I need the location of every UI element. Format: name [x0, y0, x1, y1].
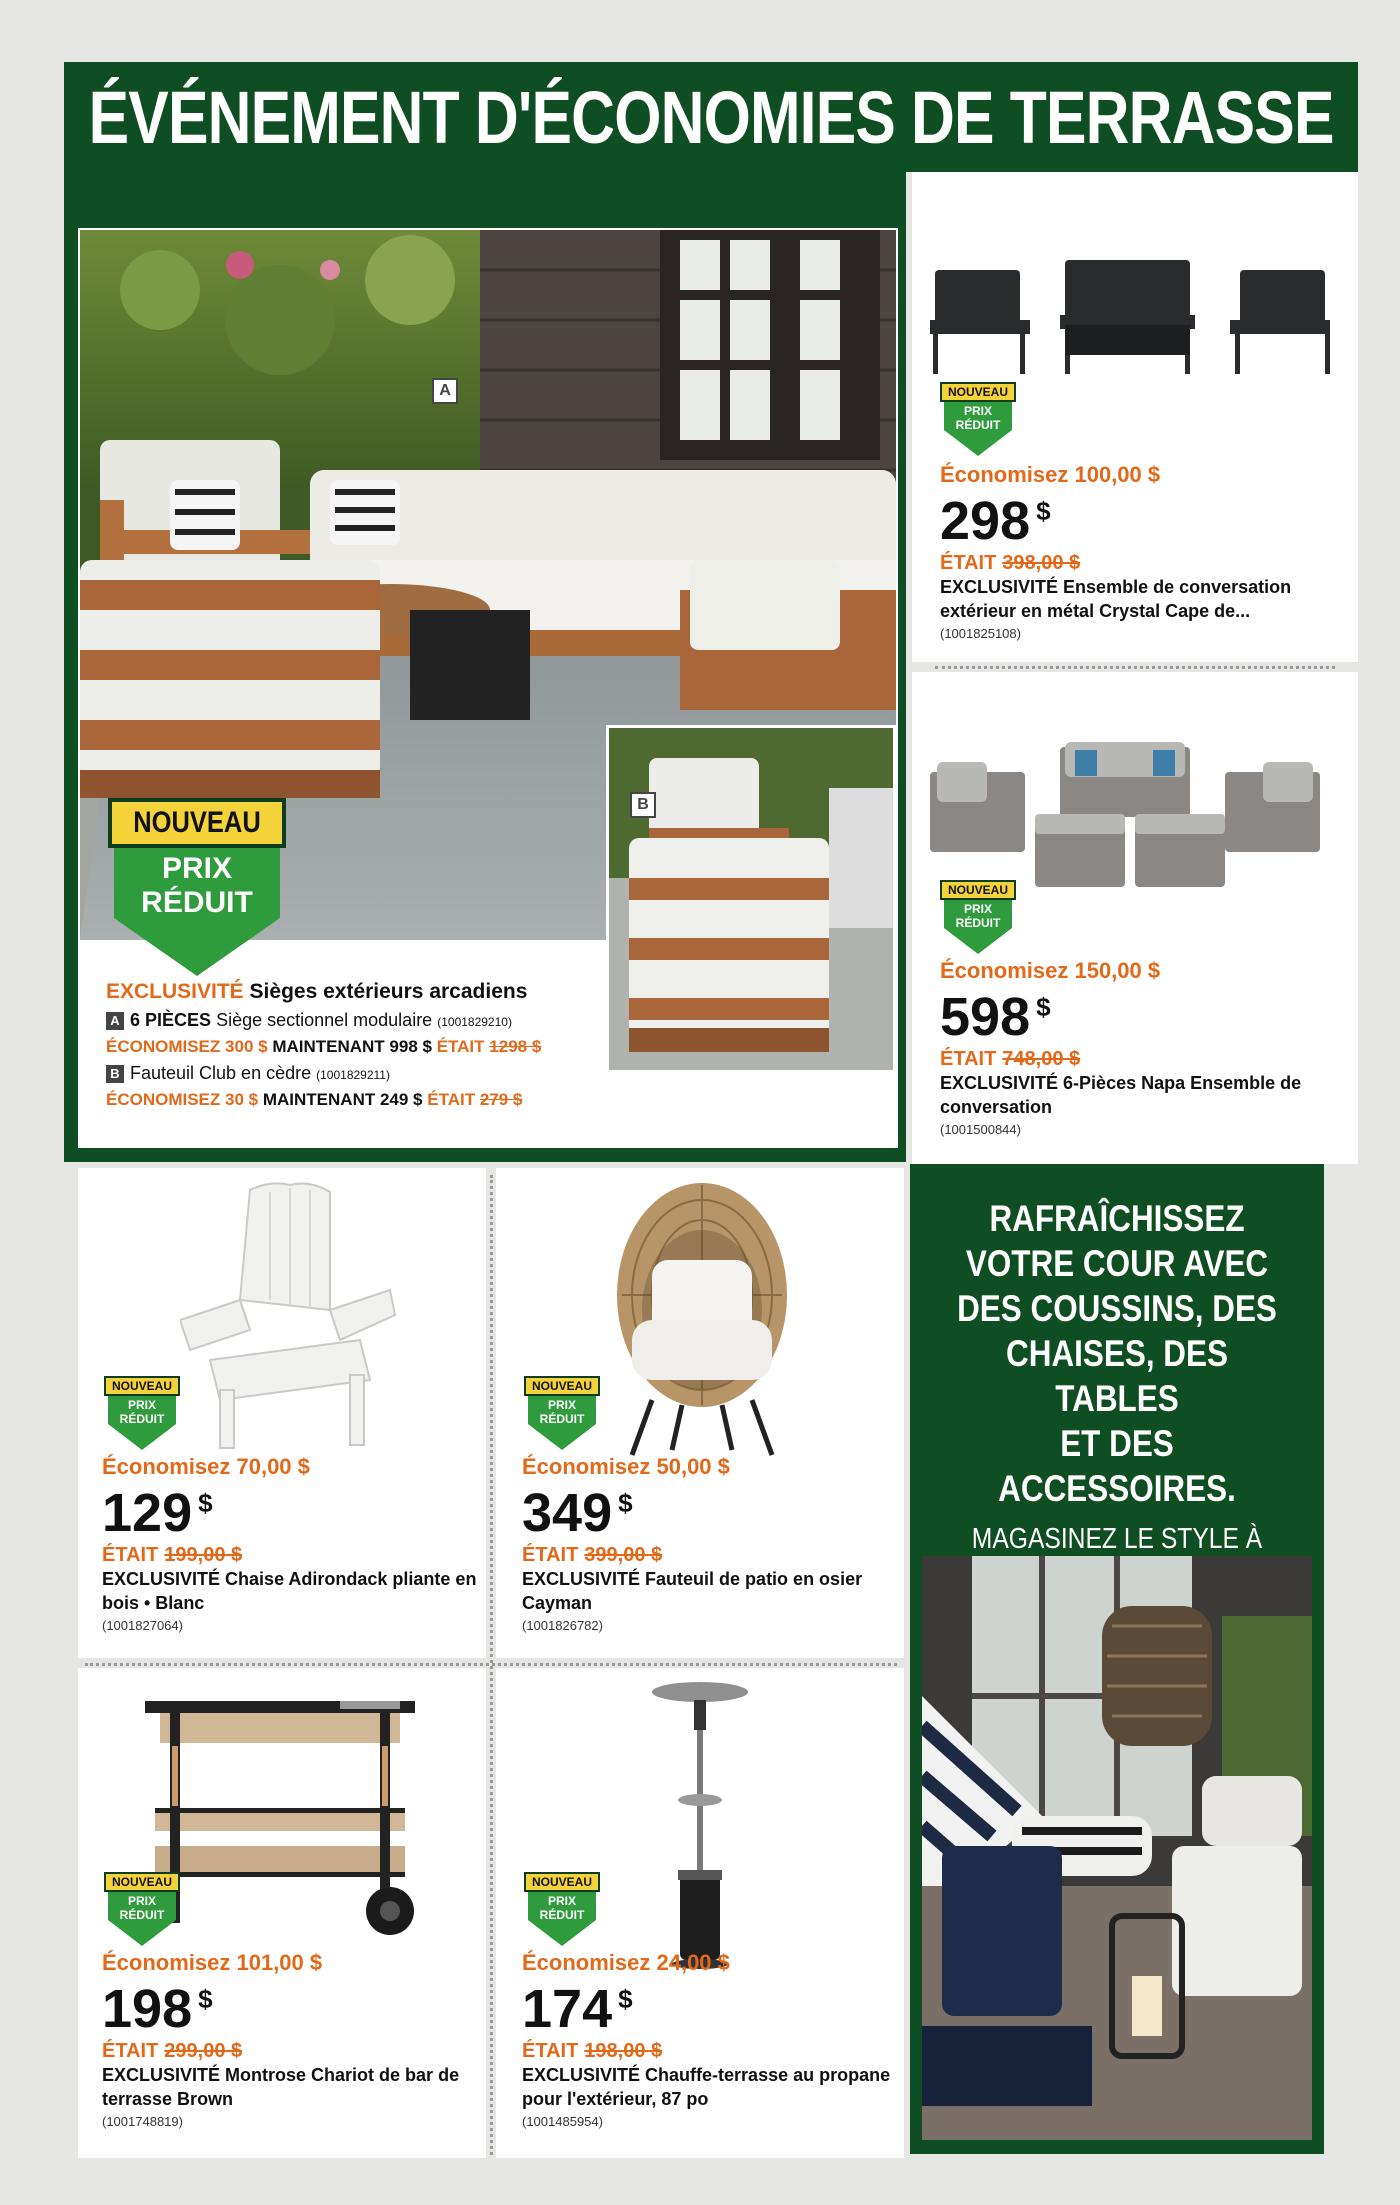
product-price-value-montrose: 198 [102, 1979, 193, 2039]
product-brand-adirondack: EXCLUSIVITÉ [102, 1569, 221, 1589]
product-was-montrose [102, 2040, 482, 2063]
product-price-heater [522, 1979, 892, 2039]
product-image-heater [650, 1680, 750, 1970]
product-currency-cayman: $ [618, 1488, 633, 1518]
product-save-cayman: Économisez 50,00 $ [522, 1454, 730, 1479]
product-was-label-cayman: ÉTAIT [522, 1544, 579, 1566]
feature-item-b-was-price: 279 $ [479, 1090, 523, 1109]
feature-item-a-save-label: ÉCONOMISEZ [106, 1037, 221, 1056]
feature-item-a-was-label: ÉTAIT [436, 1037, 485, 1056]
product-info-montrose [102, 1950, 482, 2129]
product-info-napa [940, 958, 1340, 1137]
badge-line1: NOUVEAU [111, 1875, 172, 1889]
promo-sub-line1: MAGASINEZ LE STYLE À [971, 1523, 1263, 1555]
product-price-napa [940, 987, 1340, 1047]
bar-cart-illustration [140, 1696, 430, 1956]
page-header [64, 62, 1358, 172]
product-price-crystal [940, 491, 1340, 551]
product-was-label-adirondack: ÉTAIT [102, 1544, 159, 1566]
product-save-heater: Économisez 24,00 $ [522, 1950, 730, 1975]
feature-item-b [106, 1063, 606, 1084]
product-was-price-cayman: 399,00 $ [584, 1544, 663, 1566]
feature-item-a-sku: (1001829210) [437, 1015, 512, 1029]
feature-badge-line1: NOUVEAU [133, 806, 261, 839]
separator-right-1 [935, 666, 1335, 669]
badge-line3: RÉDUIT [955, 916, 1001, 930]
badge-line2: PRIX [963, 902, 992, 916]
product-name-adirondack: Chaise Adirondack pliante en bois • Blanc [102, 1569, 477, 1614]
product-desc-crystal [940, 575, 1340, 624]
product-currency-montrose: $ [198, 1984, 213, 2014]
product-save-adirondack: Économisez 70,00 $ [102, 1454, 310, 1479]
accessories-scene-illustration [922, 1556, 1312, 2140]
product-sku-napa: (1001500844) [940, 1121, 1021, 1137]
product-sku-cayman: (1001826782) [522, 1617, 603, 1633]
product-name-napa: 6-Pièces Napa Ensemble de conversation [940, 1073, 1302, 1118]
feature-item-a-title: 6 PIÈCES [130, 1010, 212, 1030]
product-was-price-montrose: 299,00 $ [164, 2040, 243, 2062]
product-brand-cayman: EXCLUSIVITÉ [522, 1569, 641, 1589]
promo-headline-line2: VOTRE COUR AVEC [965, 1243, 1269, 1284]
product-price-cayman [522, 1483, 892, 1543]
product-currency-napa: $ [1036, 992, 1051, 1022]
adirondack-chair-illustration [180, 1180, 400, 1450]
product-was-napa [940, 1048, 1340, 1071]
badge-line2: PRIX [127, 1398, 156, 1412]
feature-label-a: A [432, 378, 458, 404]
product-price-value-cayman: 349 [522, 1483, 613, 1543]
product-was-label-napa: ÉTAIT [940, 1048, 997, 1070]
feature-label-b: B [630, 792, 656, 818]
feature-item-b-save-label: ÉCONOMISEZ [106, 1090, 221, 1109]
product-brand-napa: EXCLUSIVITÉ [940, 1073, 1059, 1093]
product-image-napa [925, 742, 1345, 892]
feature-copy [106, 980, 606, 1110]
promo-headline-line4: CHAISES, DES TABLES [1006, 1333, 1228, 1419]
feature-item-b-now: MAINTENANT 249 $ [262, 1090, 423, 1109]
product-name-heater: Chauffe-terrasse au propane pour l'extérieur, 87 po [522, 2065, 891, 2110]
promo-headline-line1: RAFRAÎCHISSEZ [989, 1198, 1245, 1239]
feature-item-b-sku: (1001829211) [316, 1068, 390, 1082]
metal-conversation-set-illustration [925, 250, 1345, 380]
promo-headline [910, 1196, 1324, 1511]
product-name-crystal: Ensemble de conversation extérieur en métal Crystal Cape de... [940, 577, 1292, 622]
product-price-value-adirondack: 129 [102, 1483, 193, 1543]
badge-line3: RÉDUIT [119, 1908, 165, 1922]
product-info-heater [522, 1950, 892, 2129]
patio-heater-illustration [650, 1680, 750, 1970]
badge-line3: RÉDUIT [539, 1412, 585, 1426]
feature-item-b-save-amount: 30 $ [225, 1090, 259, 1109]
product-price-adirondack [102, 1483, 482, 1543]
badge-line1: NOUVEAU [531, 1379, 592, 1393]
club-chair-illustration [609, 728, 896, 1073]
product-price-value-crystal: 298 [940, 491, 1031, 551]
feature-badge-line2: PRIX [161, 852, 233, 885]
product-price-montrose [102, 1979, 482, 2039]
product-save-montrose: Économisez 101,00 $ [102, 1950, 323, 1975]
feature-inset-photo-club-chair [606, 725, 896, 1073]
badge-line2: PRIX [547, 1894, 576, 1908]
product-was-adirondack [102, 1544, 482, 1567]
product-was-cayman [522, 1544, 892, 1567]
promo-photo-accessories [922, 1556, 1312, 2140]
feature-item-a-name: Siège sectionnel modulaire [216, 1010, 433, 1030]
promo-headline-line3: DES COUSSINS, DES [957, 1288, 1277, 1329]
product-name-cayman: Fauteuil de patio en osier Cayman [522, 1569, 863, 1614]
product-currency-heater: $ [618, 1984, 633, 2014]
feature-item-a-was-price: 1298 $ [489, 1037, 542, 1056]
product-save-napa: Économisez 150,00 $ [940, 958, 1161, 983]
product-currency-adirondack: $ [198, 1488, 213, 1518]
product-info-adirondack [102, 1454, 482, 1633]
egg-chair-illustration [612, 1180, 792, 1460]
product-currency-crystal: $ [1036, 496, 1051, 526]
badge-line1: NOUVEAU [947, 883, 1008, 897]
product-desc-adirondack [102, 1567, 482, 1616]
product-price-value-heater: 174 [522, 1979, 613, 2039]
product-was-heater [522, 2040, 892, 2063]
product-was-price-adirondack: 199,00 $ [164, 1544, 243, 1566]
feature-item-b-pricing [106, 1090, 606, 1110]
feature-badge-new-reduced [108, 798, 286, 976]
product-was-crystal [940, 552, 1340, 575]
feature-name: Sièges extérieurs arcadiens [249, 980, 528, 1003]
product-was-price-napa: 748,00 $ [1002, 1048, 1081, 1070]
feature-brand: EXCLUSIVITÉ [106, 980, 244, 1003]
product-image-adirondack [180, 1180, 400, 1450]
product-image-montrose [140, 1696, 430, 1956]
badge-line1: NOUVEAU [111, 1379, 172, 1393]
product-save-crystal: Économisez 100,00 $ [940, 462, 1161, 487]
product-info-crystal [940, 462, 1340, 641]
wicker-conversation-set-illustration [925, 742, 1345, 892]
feature-item-b-name: Fauteuil Club en cèdre [130, 1063, 312, 1083]
product-was-label-montrose: ÉTAIT [102, 2040, 159, 2062]
product-desc-heater [522, 2063, 892, 2112]
product-sku-montrose: (1001748819) [102, 2113, 183, 2129]
badge-line2: PRIX [547, 1398, 576, 1412]
badge-line1: NOUVEAU [947, 385, 1008, 399]
feature-item-a-tag: A [106, 1012, 124, 1030]
product-info-cayman [522, 1454, 892, 1633]
product-brand-crystal: EXCLUSIVITÉ [940, 577, 1059, 597]
feature-item-a-save-amount: 300 $ [225, 1037, 268, 1056]
separator-grid-horizontal [85, 1663, 897, 1666]
feature-item-b-tag: B [106, 1065, 124, 1083]
product-sku-adirondack: (1001827064) [102, 1617, 183, 1633]
badge-line3: RÉDUIT [539, 1908, 585, 1922]
feature-item-a-pricing [106, 1037, 606, 1057]
product-was-price-heater: 198,00 $ [584, 2040, 663, 2062]
product-image-crystal [925, 250, 1345, 380]
product-name-montrose: Montrose Chariot de bar de terrasse Brown [102, 2065, 460, 2110]
badge-line2: PRIX [127, 1894, 156, 1908]
product-sku-heater: (1001485954) [522, 2113, 603, 2129]
badge-line2: PRIX [963, 404, 992, 418]
product-sku-crystal: (1001825108) [940, 625, 1021, 641]
promo-headline-line5: ET DES ACCESSOIRES. [998, 1423, 1236, 1509]
promo-text-block [910, 1196, 1324, 1605]
feature-heading [106, 980, 606, 1004]
product-desc-cayman [522, 1567, 892, 1616]
product-image-cayman [612, 1180, 792, 1460]
product-was-price-crystal: 398,00 $ [1002, 552, 1081, 574]
feature-badge-line3: RÉDUIT [141, 886, 253, 919]
product-was-label-crystal: ÉTAIT [940, 552, 997, 574]
product-desc-montrose [102, 2063, 482, 2112]
feature-item-b-was-label: ÉTAIT [427, 1090, 476, 1109]
badge-line1: NOUVEAU [531, 1875, 592, 1889]
page-title: ÉVÉNEMENT D'ÉCONOMIES DE TERRASSE [88, 75, 1334, 159]
badge-line3: RÉDUIT [955, 418, 1001, 432]
product-was-label-heater: ÉTAIT [522, 2040, 579, 2062]
product-brand-heater: EXCLUSIVITÉ [522, 2065, 641, 2085]
product-price-value-napa: 598 [940, 987, 1031, 1047]
product-desc-napa [940, 1071, 1340, 1120]
badge-line3: RÉDUIT [119, 1412, 165, 1426]
feature-item-a-now: MAINTENANT 998 $ [272, 1037, 432, 1056]
feature-item-a [106, 1010, 606, 1031]
product-brand-montrose: EXCLUSIVITÉ [102, 2065, 221, 2085]
